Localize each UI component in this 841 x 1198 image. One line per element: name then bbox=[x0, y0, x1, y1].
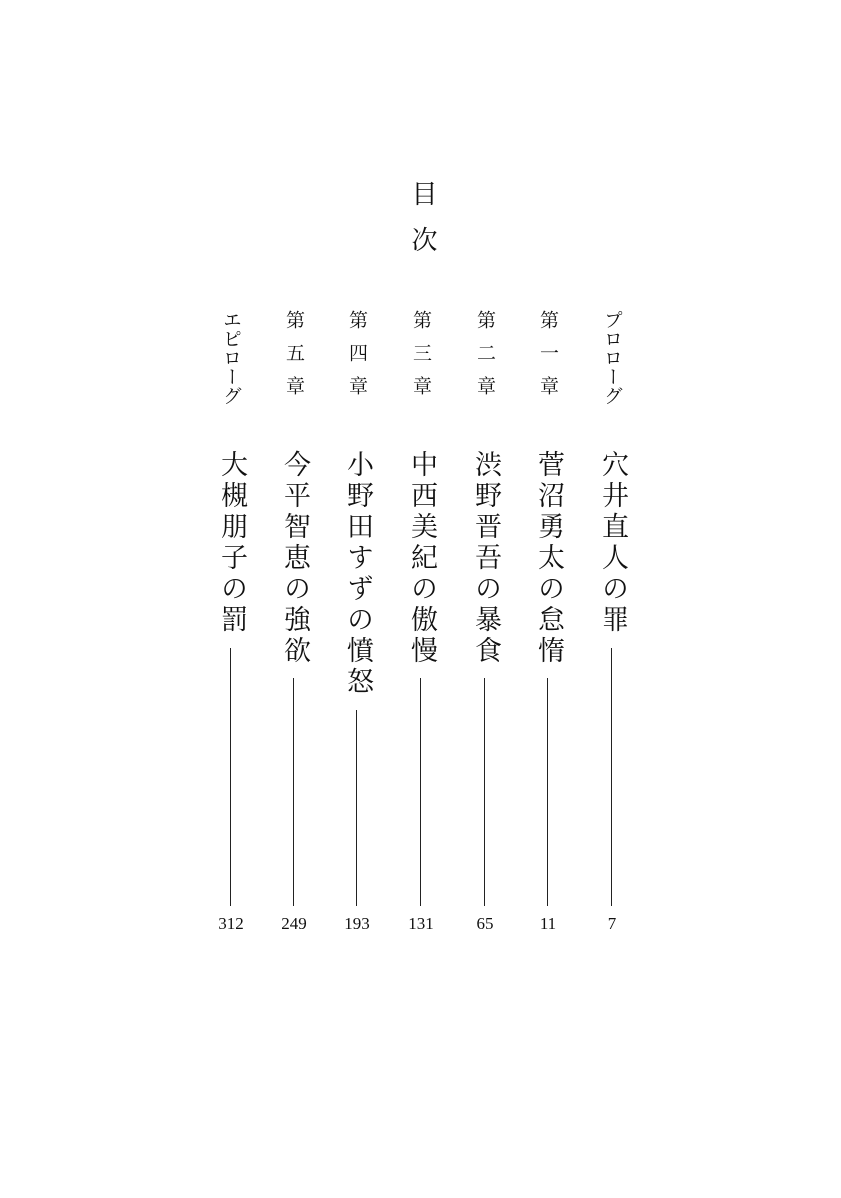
leader-line bbox=[547, 678, 548, 906]
entry-title: 渋野晋吾の暴食 bbox=[470, 450, 501, 667]
entry-label: 第三章 bbox=[410, 310, 432, 409]
page-number: 131 bbox=[408, 914, 434, 933]
page-number: 7 bbox=[607, 914, 617, 933]
entry-label: 第一章 bbox=[537, 310, 559, 409]
leader-line bbox=[484, 678, 485, 906]
entry-label: 第五章 bbox=[283, 310, 305, 409]
toc-entry-epilogue bbox=[209, 310, 253, 950]
leader-line bbox=[420, 678, 421, 906]
page-number: 249 bbox=[281, 914, 307, 933]
entry-title: 穴井直人の罪 bbox=[597, 450, 628, 636]
toc-entry-chapter-4 bbox=[335, 310, 379, 950]
toc-entry-chapter-3 bbox=[399, 310, 443, 950]
toc-title: 目次 bbox=[407, 180, 437, 272]
toc-entry-chapter-1 bbox=[526, 310, 570, 950]
entry-title: 小野田すずの憤怒 bbox=[342, 450, 373, 698]
entry-label: 第二章 bbox=[474, 310, 496, 409]
entry-title: 今平智恵の強欲 bbox=[279, 450, 310, 667]
page-number: 193 bbox=[344, 914, 370, 933]
entry-label: エピローグ bbox=[220, 310, 242, 405]
entry-label: プロローグ bbox=[601, 310, 623, 405]
page-number: 11 bbox=[539, 914, 557, 933]
page-number: 65 bbox=[476, 914, 494, 933]
entry-label: 第四章 bbox=[346, 310, 368, 409]
leader-line bbox=[356, 710, 357, 906]
toc-entry-chapter-5 bbox=[272, 310, 316, 950]
leader-line bbox=[230, 648, 231, 906]
entry-title: 大槻朋子の罰 bbox=[216, 450, 247, 636]
leader-line bbox=[293, 678, 294, 906]
toc-entry-prologue bbox=[590, 310, 634, 950]
leader-line bbox=[611, 648, 612, 906]
toc-entry-chapter-2 bbox=[463, 310, 507, 950]
entry-title: 中西美紀の傲慢 bbox=[406, 450, 437, 667]
entry-title: 菅沼勇太の怠惰 bbox=[533, 450, 564, 667]
page-number: 312 bbox=[218, 914, 244, 933]
